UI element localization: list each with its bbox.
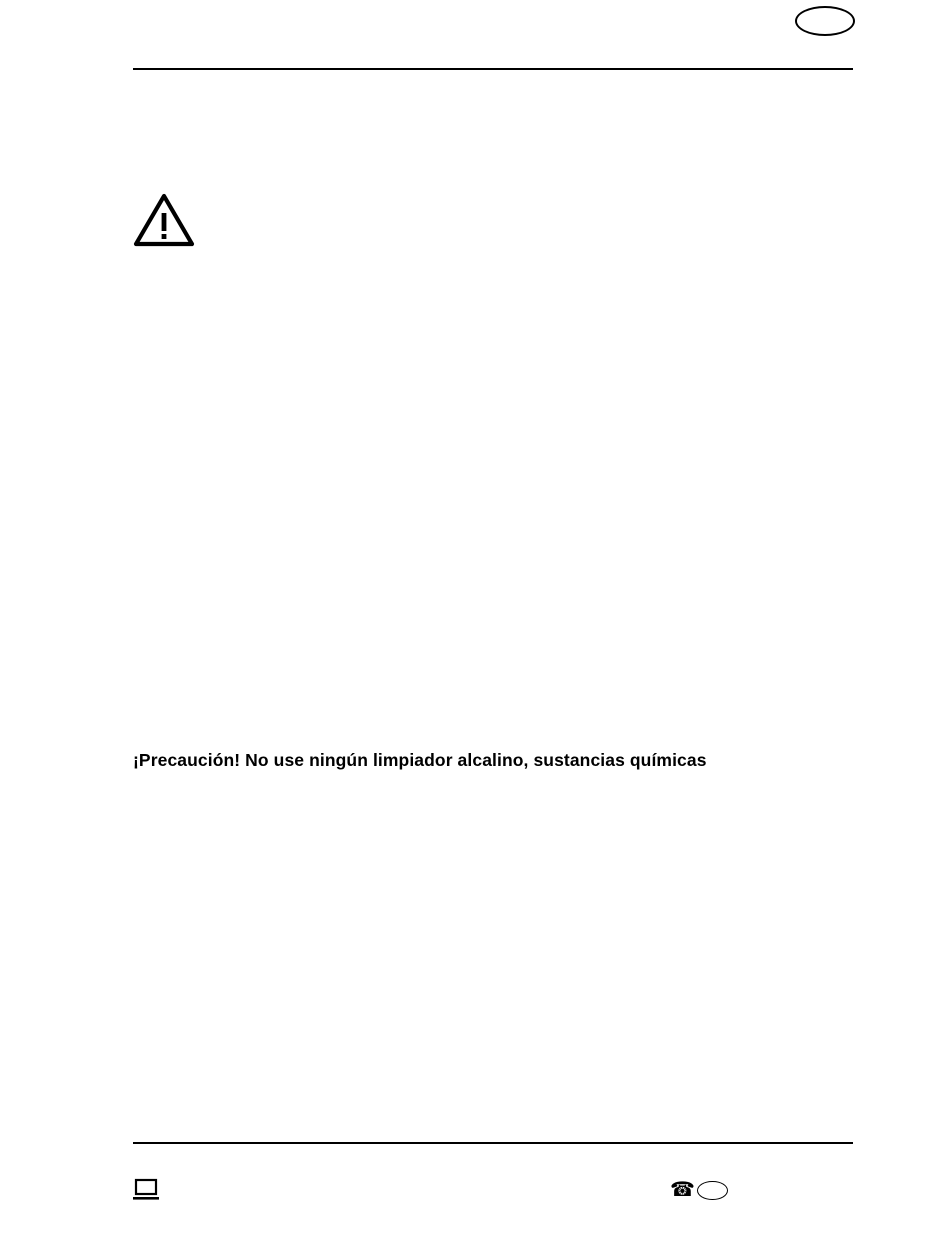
- language-badge: [795, 6, 855, 36]
- footer-language-badge: [697, 1181, 728, 1200]
- telephone-icon: ☎: [670, 1179, 695, 1201]
- computer-monitor-icon: [133, 1178, 159, 1202]
- header-divider: [133, 68, 853, 70]
- warning-triangle-icon: [133, 193, 195, 247]
- caution-paragraph: ¡Precaución! No use ningún limpiador alcalino, sustancias químicas: [133, 750, 707, 770]
- footer-divider: [133, 1142, 853, 1144]
